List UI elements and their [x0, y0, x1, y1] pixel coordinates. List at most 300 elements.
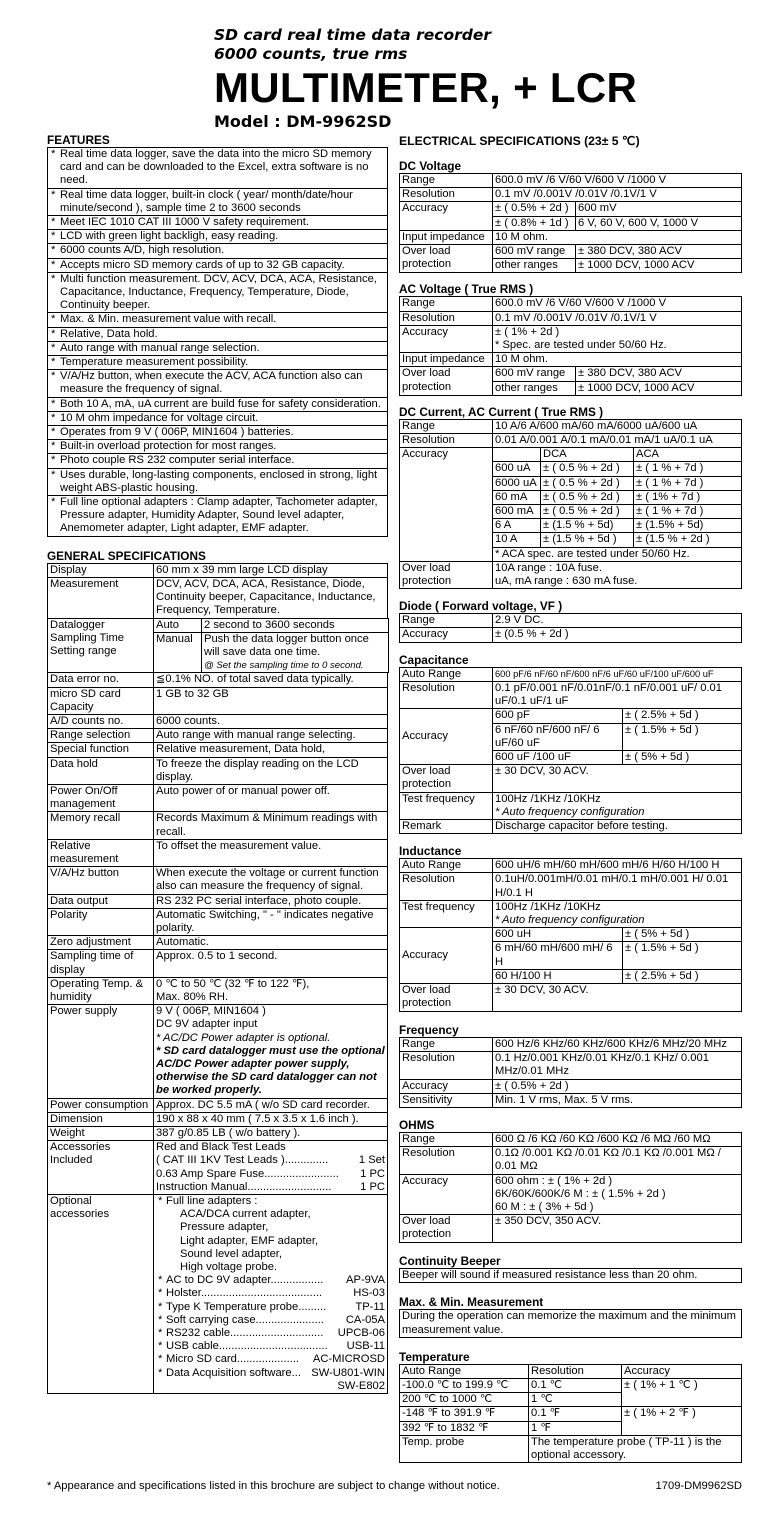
left-column	[47, 134, 388, 1394]
spec-value: 600 mV	[576, 202, 742, 216]
accuracy-range: 6 nF/60 nF/600 nF/ 6 uF/60 uF	[493, 723, 623, 750]
accessory-name: ( CAT III 1KV Test Leads )..............	[156, 1154, 329, 1167]
section-heading: AC Voltage ( True RMS )	[399, 282, 534, 297]
spec-label: Over load protection	[400, 245, 493, 273]
optional-item	[156, 1301, 385, 1314]
optional-item-row	[166, 1327, 385, 1340]
spec-value: other ranges	[493, 381, 576, 395]
spec-value: Approx. DC 5.5 mA ( w/o SD card recorder.	[154, 1098, 388, 1112]
spec-label: Over load protection	[400, 367, 493, 395]
spec-value	[154, 618, 388, 673]
section-heading: DC Current, AC Current ( True RMS )	[399, 404, 604, 419]
spec-label: Accuracy	[400, 1079, 493, 1093]
spec-label: Accuracy	[400, 202, 493, 230]
spec-label: Range	[400, 1132, 493, 1146]
spec-label: Test frequency	[400, 900, 493, 927]
accuracy-range: 600 uF /100 uF	[493, 750, 623, 764]
feature-item: * Meet IEC 1010 CAT III 1000 V safety requirement.	[48, 216, 388, 230]
optional-item-row	[166, 1287, 385, 1300]
current-range: 10 A	[493, 533, 541, 547]
feature-row	[48, 468, 388, 495]
aca-accuracy: ± ( 1% + 7d )	[634, 490, 742, 504]
feature-row	[48, 370, 388, 397]
current-note: * ACA spec. are tested under 50/60 Hz.	[493, 547, 742, 561]
spec-label: Input impedance	[400, 353, 493, 367]
optional-name: * Data Acquisition software...	[166, 1366, 301, 1379]
spec-value: 600.0 mV /6 V/60 V/600 V /1000 V	[493, 297, 742, 311]
feature-row	[48, 356, 388, 370]
spec-value: 0.1Ω /0.001 KΩ /0.01 KΩ /0.1 KΩ /0.001 MΩ / 0.01 MΩ	[493, 1147, 742, 1174]
spec-value: The temperature probe ( TP-11 ) is the optional accessory.	[529, 1435, 742, 1462]
feature-row	[48, 397, 388, 411]
spec-label: Range	[400, 297, 493, 311]
optional-name: * USB cable...................................	[166, 1340, 328, 1353]
spec-value: When execute the voltage or current function also can measure the frequency of signal.	[154, 867, 388, 894]
feature-row	[48, 327, 388, 341]
page-title: MULTIMETER, + LCR	[214, 64, 638, 111]
footer	[47, 1480, 742, 1493]
datalogger-auto-label: Auto	[154, 618, 202, 632]
spec-label: Data output	[48, 894, 154, 908]
spec-label: Memory recall	[48, 812, 154, 839]
optional-accessories	[154, 1195, 388, 1394]
accuracy-row	[400, 928, 742, 942]
spec-label: Sampling time of display	[48, 950, 154, 977]
dca-accuracy: ± ( 0.5 % + 2d )	[541, 490, 634, 504]
spec-label: Operating Temp. & humidity	[48, 977, 154, 1004]
spec-value: 0.1uH/0.001mH/0.01 mH/0.1 mH/0.001 H/ 0.01 H/0.1 H	[493, 873, 742, 900]
spec-label: Over load protection	[400, 765, 493, 792]
optional-code: SW-U801-WIN	[311, 1366, 385, 1379]
spec-label: Accuracy	[400, 448, 493, 562]
aca-accuracy: ± ( 1 % + 7d )	[634, 462, 742, 476]
column-header: Resolution	[529, 1364, 622, 1378]
continuity-table	[399, 1268, 742, 1283]
feature-item: * Built-in overload protection for most ranges.	[48, 440, 388, 454]
feature-item: * Temperature measurement possibility.	[48, 356, 388, 370]
spec-label: Resolution	[400, 311, 493, 325]
spec-value: other ranges	[493, 259, 576, 273]
spec-label: Relative measurement	[48, 839, 154, 866]
spec-value: 600 uH/6 mH/60 mH/600 mH/6 H/60 H/100 H	[493, 859, 742, 873]
feature-item: * Both 10 A, mA, uA current are build fuse for safety consideration.	[48, 397, 388, 411]
spec-label: Resolution	[400, 873, 493, 900]
optional-item	[156, 1327, 385, 1340]
optional-item	[156, 1274, 385, 1287]
spec-value: 6 V, 60 V, 600 V, 1000 V	[576, 216, 742, 230]
spec-label: Accuracy	[400, 628, 493, 642]
accessory-qty: 1 PC	[360, 1180, 385, 1193]
spec-value: 10 M ohm.	[493, 230, 742, 244]
diode-table	[399, 613, 742, 642]
spec-label: Range	[400, 419, 493, 433]
datalogger-auto-value: 2 second to 3600 seconds	[202, 618, 389, 632]
spec-label: Power consumption	[48, 1098, 154, 1112]
spec-value: Automatic Switching, " - " indicates negative polarity.	[154, 908, 388, 935]
power-supply-note: * AC/DC Power adapter is optional.	[156, 1031, 331, 1044]
section-heading: Temperature	[399, 1349, 470, 1364]
accuracy-range: 60 H/100 H	[493, 969, 623, 983]
spec-label: Input impedance	[400, 230, 493, 244]
optional-name: * Holster.......................................	[166, 1287, 323, 1300]
feature-item: * LCD with green light backligh, easy reading.	[48, 230, 388, 244]
optional-name: * Type K Temperature probe.........	[166, 1300, 327, 1313]
optional-adapter: Pressure adapter,	[180, 1221, 269, 1234]
optional-name: * AC to DC 9V adapter.................	[166, 1274, 324, 1287]
feature-item: * V/A/Hz button, when execute the ACV, ACA function also can measure the frequency of signal.	[48, 370, 388, 397]
feature-item: * Relative, Data hold.	[48, 327, 388, 341]
spec-value: ± 1000 DCV, 1000 ACV	[576, 259, 742, 273]
spec-label: Temp. probe	[400, 1435, 529, 1462]
spec-value: ± 350 DCV, 350 ACV.	[493, 1215, 742, 1243]
accuracy-value: ± ( 1.5% + 5d )	[623, 723, 742, 750]
spec-label: Special function	[48, 743, 154, 757]
optional-item	[156, 1353, 385, 1366]
spec-label: Accessories Included	[48, 1141, 154, 1195]
header	[214, 26, 637, 133]
spec-value: ± 380 DCV, 380 ACV	[576, 245, 742, 259]
accuracy-value: ± ( 1.5% + 5d )	[623, 942, 742, 969]
section-heading: Continuity Beeper	[399, 1254, 501, 1269]
feature-row	[48, 272, 388, 313]
spec-value: Automatic.	[154, 936, 388, 950]
feature-item: * Accepts micro SD memory cards of up to 32 GB capacity.	[48, 258, 388, 272]
spec-value: 0.1 Hz/0.001 KHz/0.01 KHz/0.1 KHz/ 0.001 MHz/0.01 MHz	[493, 1052, 742, 1079]
optional-code: CA-05A	[345, 1313, 385, 1326]
datalogger-manual-label: Manual	[154, 632, 202, 673]
spec-label: Range selection	[48, 729, 154, 743]
spec-value: ± 1000 DCV, 1000 ACV	[576, 381, 742, 395]
temp-range: -100.0 ℃ to 199.9 ℃	[400, 1379, 529, 1393]
optional-code: HS-03	[353, 1287, 385, 1300]
datalogger-manual-value: Push the data logger button once will save data one time. @ Set the sampling time to 0 second.	[202, 632, 389, 673]
spec-value: RS 232 PC serial interface, photo couple.	[154, 894, 388, 908]
accessory-qty: 1 Set	[358, 1154, 385, 1167]
optional-adapter: Sound level adapter,	[180, 1247, 283, 1260]
model-number: Model : DM-9962SD	[214, 112, 392, 131]
spec-label: Sensitivity	[400, 1093, 493, 1107]
accessory-qty: 1 PC	[360, 1167, 385, 1180]
spec-value: 10 A/6 A/600 mA/60 mA/6000 uA/600 uA	[493, 419, 742, 433]
frequency-table	[399, 1037, 742, 1108]
aca-accuracy: ± (1.5% + 5d)	[634, 519, 742, 533]
column-header: Accuracy	[622, 1364, 742, 1378]
feature-row	[48, 313, 388, 327]
optional-code: AC-MICROSD	[312, 1353, 385, 1366]
spec-value: Discharge capacitor before testing.	[493, 819, 742, 833]
accessory-item	[156, 1168, 385, 1181]
accessory-item	[156, 1181, 385, 1194]
spec-value: ± 30 DCV, 30 ACV.	[493, 983, 742, 1011]
feature-item: * Auto range with manual range selection.	[48, 341, 388, 355]
capacitance-table	[399, 667, 742, 834]
maxmin-table	[399, 1309, 742, 1337]
spec-value: 0.1 mV /0.001V /0.01V /0.1V/1 V	[493, 311, 742, 325]
spec-value: ≦0.1% NO. of total saved data typically.	[154, 673, 388, 687]
feature-row	[48, 440, 388, 454]
spec-label: Resolution	[400, 1052, 493, 1079]
spec-value: 60 mm x 39 mm large LCD display	[154, 563, 388, 577]
spec-value: 10A range : 10A fuse. uA, mA range : 630 mA fuse.	[493, 561, 742, 588]
temp-range: -148 ℉ to 391.9 ℉	[400, 1407, 529, 1421]
section-heading: Capacitance	[399, 652, 469, 667]
spec-label: Over load protection	[400, 983, 493, 1011]
footer-note: * Appearance and specifications listed in this brochure are subject to change without notice.	[47, 1480, 500, 1492]
spec-value: ± ( 0.5% + 2d )	[493, 1079, 742, 1093]
spec-label: Datalogger Sampling Time Setting range	[48, 618, 154, 673]
section-heading: Frequency	[399, 1022, 459, 1037]
spec-value: 387 g/0.85 LB ( w/o battery ).	[154, 1127, 388, 1141]
temperature-table	[399, 1364, 742, 1463]
electrical-heading: ELECTRICAL SPECIFICATIONS (23± 5 ℃)	[399, 134, 640, 148]
feature-item: * Uses durable, long-lasting components, enclosed in strong, light weight ABS-plastic housing.	[48, 468, 388, 495]
temp-range: 392 ℉ to 1832 ℉	[400, 1421, 529, 1435]
spec-value: 2.9 V DC.	[493, 614, 742, 628]
feature-row	[48, 258, 388, 272]
spec-label: Range	[400, 1037, 493, 1051]
spec-label: Zero adjustment	[48, 936, 154, 950]
optional-item-row	[166, 1367, 385, 1380]
optional-code: TP-11	[355, 1300, 385, 1313]
current-range: 600 mA	[493, 505, 541, 519]
general-specs-table	[47, 563, 388, 1394]
feature-row	[48, 426, 388, 440]
temp-resolution: 1 ℃	[529, 1393, 622, 1407]
temp-accuracy: ± ( 1% + 1 ℃ )	[622, 1379, 742, 1407]
spec-value: Auto power of or manual power off.	[154, 784, 388, 811]
section-heading: OHMS	[399, 1117, 435, 1132]
spec-label: Test frequency	[400, 792, 493, 819]
blank-cell	[493, 448, 541, 462]
current-range: 60 mA	[493, 490, 541, 504]
temp-range: 200 ℃ to 1000 ℃	[400, 1393, 529, 1407]
general-heading: GENERAL SPECIFICATIONS	[47, 548, 206, 563]
spec-label: Accuracy	[400, 928, 493, 984]
optional-item-row	[166, 1314, 385, 1327]
inductance-table	[399, 858, 742, 1012]
feature-item: * 6000 counts A/D, high resolution.	[48, 244, 388, 258]
optional-code: USB-11	[346, 1340, 385, 1353]
spec-label: Resolution	[400, 681, 493, 708]
spec-label: Power On/Off management	[48, 784, 154, 811]
spec-label: Dimension	[48, 1112, 154, 1126]
power-supply-warning: * SD card datalogger must use the optional AC/DC Power adapter power supply, otherwise the SD card datalogger can not be worked properly.	[156, 1044, 385, 1097]
spec-value: 0.1 mV /0.001V /0.01V /0.1V/1 V	[493, 188, 742, 202]
optional-item	[156, 1367, 385, 1380]
spec-label: Weight	[48, 1127, 154, 1141]
spec-value: During the operation can memorize the maximum and the minimum measurement value.	[400, 1310, 742, 1337]
feature-item: * Photo couple RS 232 computer serial interface.	[48, 454, 388, 468]
accuracy-range: 6 mH/60 mH/600 mH/ 6 H	[493, 942, 623, 969]
spec-value: 600.0 mV /6 V/60 V/600 V /1000 V	[493, 174, 742, 188]
temp-resolution: 1 ℉	[529, 1421, 622, 1435]
feature-row	[48, 341, 388, 355]
spec-value: 0 ℃ to 50 ℃ (32 ℉ to 122 ℉), Max. 80% RH.	[154, 977, 388, 1004]
spec-value: To freeze the display reading on the LCD display.	[154, 757, 388, 784]
spec-value: 1 GB to 32 GB	[154, 687, 388, 714]
accuracy-range: 600 pF	[493, 709, 623, 723]
optional-adapter: Light adapter, EMF adapter,	[180, 1234, 319, 1247]
optional-name: * Soft carrying case......................	[166, 1313, 324, 1326]
dca-accuracy: ± ( 0.5 % + 2d )	[541, 462, 634, 476]
spec-value: ± ( 0.5% + 2d )	[493, 202, 576, 216]
feature-item: * Full line optional adapters : Clamp adapter, Tachometer adapter, Pressure adapter, Humidity Adapter, Sound level adapter, Anemometer adapter, Light adapter, EMF adapter.	[48, 496, 388, 537]
accuracy-value: ± ( 5% + 5d )	[623, 928, 742, 942]
optional-item-row	[166, 1353, 385, 1366]
optional-item-row	[166, 1274, 385, 1287]
feature-row	[48, 411, 388, 425]
spec-label: Data error no.	[48, 673, 154, 687]
optional-code: UPCB-06	[337, 1327, 385, 1340]
spec-value: To offset the measurement value.	[154, 839, 388, 866]
feature-item: * Operates from 9 V ( 006P, MIN1604 ) batteries.	[48, 426, 388, 440]
dca-accuracy: ± ( 0.5 % + 2d )	[541, 476, 634, 490]
spec-label: Display	[48, 563, 154, 577]
optional-item	[156, 1314, 385, 1327]
accessory-item	[156, 1141, 385, 1154]
dca-accuracy: ± (1.5 % + 5d)	[541, 519, 634, 533]
spec-label: Over load protection	[400, 561, 493, 588]
spec-value: 600 Ω /6 KΩ /60 KΩ /600 KΩ /6 MΩ /60 MΩ	[493, 1132, 742, 1146]
dca-accuracy: ± (1.5 % + 5d )	[541, 533, 634, 547]
optional-item	[156, 1287, 385, 1300]
accessory-item	[156, 1154, 385, 1167]
aca-accuracy: ± ( 1 % + 7d )	[634, 476, 742, 490]
spec-label: V/A/Hz button	[48, 867, 154, 894]
spec-value: 190 x 88 x 40 mm ( 7.5 x 3.5 x 1.6 inch ).	[154, 1112, 388, 1126]
optional-code-extra: SW-E802	[337, 1379, 385, 1392]
ohms-table	[399, 1132, 742, 1243]
accessory-name: 0.63 Amp Spare Fuse........................	[156, 1167, 339, 1180]
spec-label: Remark	[400, 819, 493, 833]
spec-value: 0.1 pF/0.001 nF/0.01nF/0.1 nF/0.001 uF/ 0.01 uF/0.1 uF/1 uF	[493, 681, 742, 708]
accessory-name: Red and Black Test Leads	[156, 1141, 286, 1154]
spec-value	[154, 1005, 388, 1098]
subtitle-2: 6000 counts, true rms	[214, 45, 408, 63]
spec-value: ± 380 DCV, 380 ACV	[576, 367, 742, 381]
spec-value: Auto range with manual range selecting.	[154, 729, 388, 743]
spec-label: Accuracy	[400, 325, 493, 352]
datalogger-note: @ Set the sampling time to 0 second.	[204, 660, 364, 672]
spec-label: Accuracy	[400, 1174, 493, 1215]
accuracy-value: ± ( 2.5% + 5d )	[623, 969, 742, 983]
temp-resolution: 0.1 ℃	[529, 1379, 622, 1393]
spec-label: Resolution	[400, 1147, 493, 1174]
current-table	[399, 419, 742, 589]
optional-head: * Full line adapters :	[156, 1195, 385, 1208]
spec-value: DCV, ACV, DCA, ACA, Resistance, Diode, Continuity beeper, Capacitance, Inductance, Frequency, Temperature.	[154, 577, 388, 618]
current-range: 600 uA	[493, 462, 541, 476]
spec-value: ± (0.5 % + 2d )	[493, 628, 742, 642]
feature-row	[48, 230, 388, 244]
spec-label: Optional accessories	[48, 1195, 154, 1394]
temp-resolution: 0.1 ℉	[529, 1407, 622, 1421]
spec-value: 600 ohm : ± ( 1% + 2d ) 6K/60K/600K/6 M : ± ( 1.5% + 2d ) 60 M : ± ( 3% + 5d )	[493, 1174, 742, 1215]
optional-name: * Micro SD card....................	[166, 1353, 300, 1366]
column-header: ACA	[634, 448, 742, 462]
feature-row	[48, 454, 388, 468]
features-table	[47, 147, 388, 537]
power-supply-line: DC 9V adapter input	[156, 1018, 258, 1031]
spec-value: ± ( 1% + 2d ) * Spec. are tested under 50/60 Hz.	[493, 325, 742, 352]
spec-value: Records Maximum & Minimum readings with recall.	[154, 812, 388, 839]
accuracy-value: ± ( 5% + 5d )	[623, 750, 742, 764]
spec-label: Over load protection	[400, 1215, 493, 1243]
temp-accuracy: ± ( 1% + 2 ℉ )	[622, 1407, 742, 1435]
feature-row	[48, 496, 388, 537]
spec-value: Relative measurement, Data hold,	[154, 743, 388, 757]
spec-value: Min. 1 V rms, Max. 5 V rms.	[493, 1093, 742, 1107]
feature-row	[48, 244, 388, 258]
dca-accuracy: ± ( 0.5 % + 2d )	[541, 505, 634, 519]
spec-label: Data hold	[48, 757, 154, 784]
spec-label: Auto Range	[400, 859, 493, 873]
feature-item: * Max. & Min. measurement value with recall.	[48, 313, 388, 327]
optional-item	[156, 1340, 385, 1353]
column-header: Auto Range	[400, 1364, 529, 1378]
spec-label: Auto Range	[400, 667, 493, 681]
feature-item: * 10 M ohm impedance for voltage circuit.	[48, 411, 388, 425]
current-range: 6 A	[493, 519, 541, 533]
accuracy-row	[400, 709, 742, 723]
spec-value: 100Hz /1KHz /10KHz * Auto frequency configuration	[493, 900, 742, 927]
feature-row	[48, 148, 388, 189]
power-supply-line: 9 V ( 006P, MIN1604 )	[156, 1005, 266, 1018]
spec-label: Measurement	[48, 577, 154, 618]
column-header: DCA	[541, 448, 634, 462]
section-heading: DC Voltage	[399, 159, 462, 173]
optional-adapter: ACA/DCA current adapter,	[180, 1208, 311, 1221]
spec-label: Range	[400, 614, 493, 628]
section-heading: Diode ( Forward voltage, VF )	[399, 599, 563, 614]
spec-label: Range	[400, 174, 493, 188]
spec-value: 0.01 A/0.001 A/0.1 mA/0.01 mA/1 uA/0.1 uA	[493, 434, 742, 448]
ac-voltage-table	[399, 296, 742, 395]
spec-value: 600 mV range	[493, 245, 576, 259]
feature-item: * Real time data logger, built-in clock ( year/ month/date/hour minute/second ), sample time 2 to 3600 seconds	[48, 188, 388, 215]
spec-label: Polarity	[48, 908, 154, 935]
feature-row	[48, 188, 388, 215]
spec-value: 6000 counts.	[154, 714, 388, 728]
spec-label: A/D counts no.	[48, 714, 154, 728]
optional-name: * RS232 cable..............................	[166, 1327, 324, 1340]
optional-item-row	[166, 1340, 385, 1353]
spec-value: Beeper will sound if measured resistance less than 20 ohm.	[400, 1269, 742, 1283]
spec-value: Approx. 0.5 to 1 second.	[154, 950, 388, 977]
current-range: 6000 uA	[493, 476, 541, 490]
spec-value: 600 Hz/6 KHz/60 KHz/600 KHz/6 MHz/20 MHz	[493, 1037, 742, 1051]
optional-item-row	[166, 1301, 385, 1314]
spec-label: Power supply	[48, 1005, 154, 1098]
spec-value: 100Hz /1KHz /10KHz * Auto frequency configuration	[493, 792, 742, 819]
accuracy-range: 600 uH	[493, 928, 623, 942]
spec-label: micro SD card Capacity	[48, 687, 154, 714]
section-heading: Inductance	[399, 844, 462, 859]
spec-label: Resolution	[400, 188, 493, 202]
feature-row	[48, 216, 388, 230]
subtitle-1: SD card real time data recorder	[214, 26, 492, 44]
spec-value: ± 30 DCV, 30 ACV.	[493, 765, 742, 792]
dc-voltage-table	[399, 173, 742, 273]
feature-item: * Real time data logger, save the data into the micro SD memory card and can be downloaded to the Excel, extra software is no need.	[48, 148, 388, 189]
spec-label: Accuracy	[400, 709, 493, 765]
current-accuracy-header	[400, 448, 742, 462]
features-heading: FEATURES	[47, 133, 110, 147]
right-column	[399, 134, 742, 1463]
spec-value: 600 mV range	[493, 367, 576, 381]
spec-value: 600 pF/6 nF/60 nF/600 nF/6 uF/60 uF/100 uF/600 uF	[493, 667, 742, 681]
spec-label: Resolution	[400, 434, 493, 448]
